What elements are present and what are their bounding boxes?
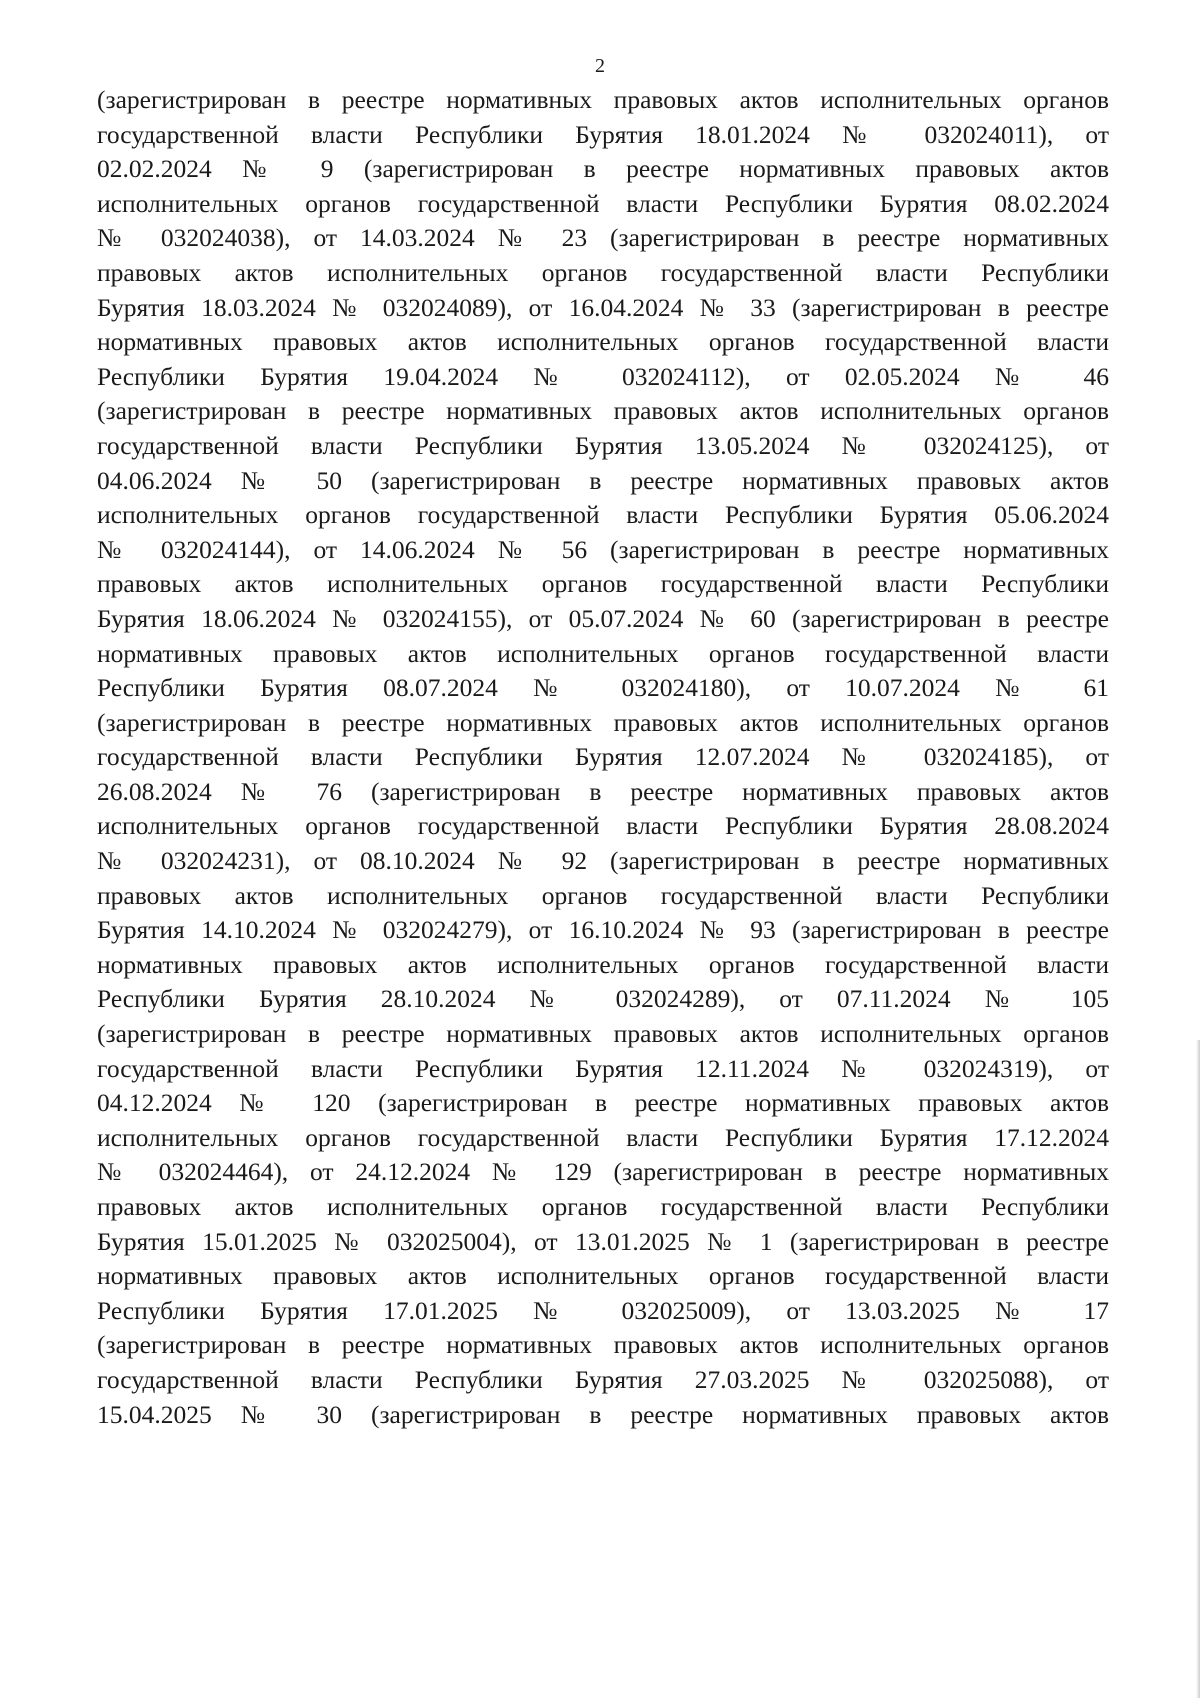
text-line: нормативных правовых актов исполнительных органов государственной власти <box>97 638 1109 668</box>
text-line: 15.04.2025 № 30 (зарегистрирован в реестре нормативных правовых актов <box>97 1399 1109 1429</box>
text-line: Республики Бурятия 17.01.2025 № 032025009), от 13.03.2025 № 17 <box>97 1295 1109 1325</box>
text-line: Республики Бурятия 19.04.2024 № 032024112), от 02.05.2024 № 46 <box>97 361 1109 391</box>
text-line: нормативных правовых актов исполнительных органов государственной власти <box>97 327 1109 357</box>
document-body-text <box>97 83 1109 1432</box>
text-line: Бурятия 14.10.2024 № 032024279), от 16.10.2024 № 93 (зарегистрирован в реестре <box>97 915 1109 945</box>
text-line: исполнительных органов государственной власти Республики Бурятия 05.06.2024 <box>97 500 1109 530</box>
text-line: Бурятия 15.01.2025 № 032025004), от 13.01.2025 № 1 (зарегистрирован в реестре <box>97 1226 1109 1256</box>
text-line: Бурятия 18.06.2024 № 032024155), от 05.07.2024 № 60 (зарегистрирован в реестре <box>97 603 1109 633</box>
text-line: 26.08.2024 № 76 (зарегистрирован в реестре нормативных правовых актов <box>97 776 1109 806</box>
text-line: правовых актов исполнительных органов государственной власти Республики <box>97 880 1109 910</box>
text-line: государственной власти Республики Бурятия 12.11.2024 № 032024319), от <box>97 1053 1109 1083</box>
text-line: (зарегистрирован в реестре нормативных правовых актов исполнительных органов <box>97 1019 1109 1049</box>
text-line: нормативных правовых актов исполнительных органов государственной власти <box>97 1261 1109 1291</box>
text-line: исполнительных органов государственной власти Республики Бурятия 17.12.2024 <box>97 1122 1109 1152</box>
text-line: (зарегистрирован в реестре нормативных правовых актов исполнительных органов <box>97 396 1109 426</box>
text-line: правовых актов исполнительных органов государственной власти Республики <box>97 257 1109 287</box>
text-line: государственной власти Республики Бурятия 13.05.2024 № 032024125), от <box>97 430 1109 460</box>
text-line: правовых актов исполнительных органов государственной власти Республики <box>97 569 1109 599</box>
scan-edge-shadow <box>1196 1040 1200 1698</box>
text-line: Республики Бурятия 28.10.2024 № 032024289), от 07.11.2024 № 105 <box>97 984 1109 1014</box>
text-line: (зарегистрирован в реестре нормативных правовых актов исполнительных органов <box>97 85 1109 114</box>
text-line: № 032024038), от 14.03.2024 № 23 (зарегистрирован в реестре нормативных <box>97 223 1109 253</box>
text-line: 04.06.2024 № 50 (зарегистрирован в реестре нормативных правовых актов <box>97 465 1109 495</box>
text-line: правовых актов исполнительных органов государственной власти Республики <box>97 1192 1109 1221</box>
text-line: 02.02.2024 № 9 (зарегистрирован в реестре нормативных правовых актов <box>97 154 1109 184</box>
text-line: (зарегистрирован в реестре нормативных правовых актов исполнительных органов <box>97 707 1109 737</box>
text-line: Республики Бурятия 08.07.2024 № 032024180), от 10.07.2024 № 61 <box>97 673 1109 703</box>
text-line: государственной власти Республики Бурятия 12.07.2024 № 032024185), от <box>97 742 1109 772</box>
text-line: № 032024231), от 08.10.2024 № 92 (зарегистрирован в реестре нормативных <box>97 846 1109 876</box>
text-line: государственной власти Республики Бурятия 18.01.2024 № 032024011), от <box>97 119 1109 149</box>
text-line: № 032024464), от 24.12.2024 № 129 (зарегистрирован в реестре нормативных <box>97 1157 1109 1187</box>
page-number: 2 <box>595 55 605 77</box>
text-line: исполнительных органов государственной власти Республики Бурятия 28.08.2024 <box>97 811 1109 841</box>
text-line: исполнительных органов государственной власти Республики Бурятия 08.02.2024 <box>97 188 1109 218</box>
text-line: 04.12.2024 № 120 (зарегистрирован в реестре нормативных правовых актов <box>97 1088 1109 1118</box>
text-line: (зарегистрирован в реестре нормативных правовых актов исполнительных органов <box>97 1330 1109 1360</box>
text-line: Бурятия 18.03.2024 № 032024089), от 16.04.2024 № 33 (зарегистрирован в реестре <box>97 292 1109 322</box>
text-line: государственной власти Республики Бурятия 27.03.2025 № 032025088), от <box>97 1364 1109 1394</box>
text-line: нормативных правовых актов исполнительных органов государственной власти <box>97 949 1109 979</box>
text-line: № 032024144), от 14.06.2024 № 56 (зарегистрирован в реестре нормативных <box>97 534 1109 564</box>
